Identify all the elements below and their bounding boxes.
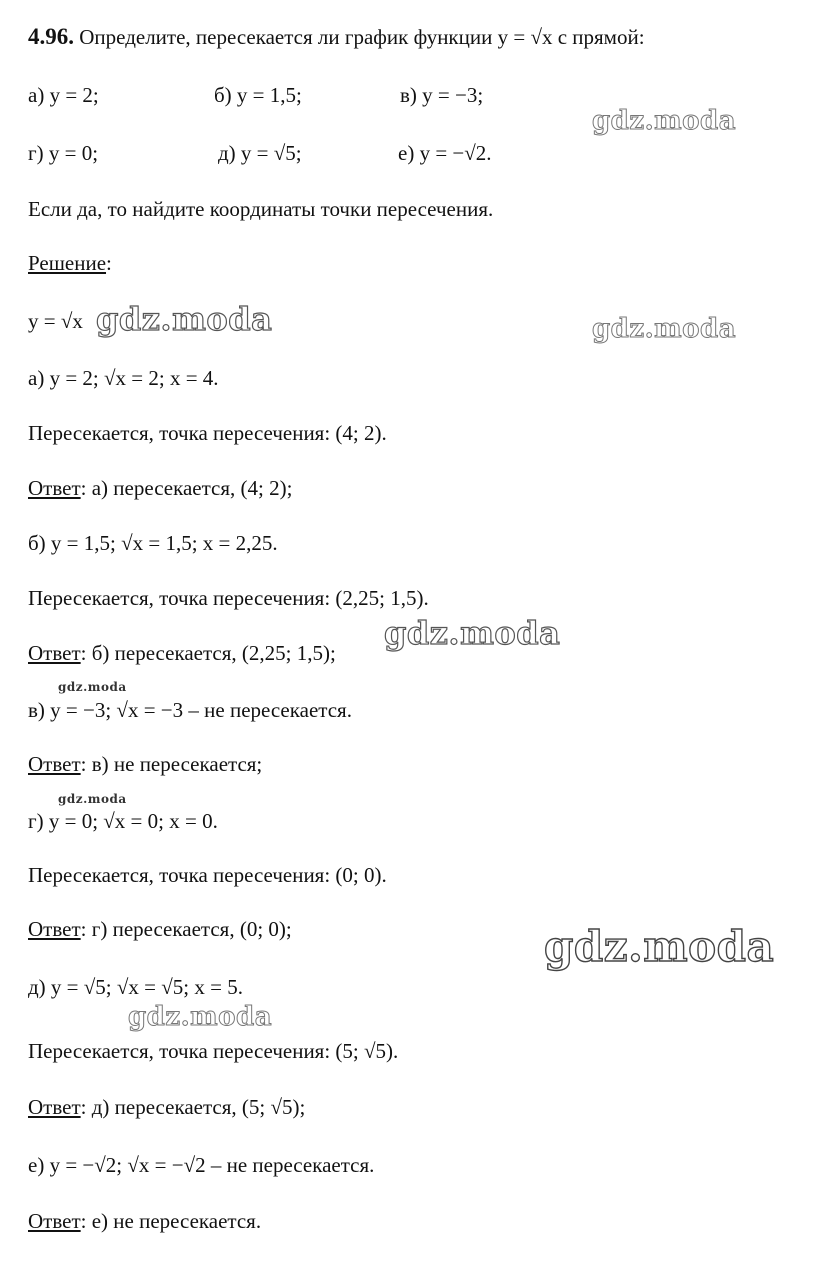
step-e-answer [28, 1208, 261, 1234]
step-g-answer [28, 916, 292, 942]
problem-header [28, 24, 645, 50]
watermark-logo: gdz.moda [384, 614, 561, 652]
solution-function: y = √x [28, 309, 83, 333]
step-b-answer [28, 640, 336, 666]
step-d-result: Пересекается, точка пересечения: (5; √5). [28, 1039, 399, 1063]
watermark-logo: gdz.moda [592, 314, 737, 344]
answer-label: Ответ [28, 1209, 81, 1233]
watermark-logo: gdz.moda [96, 300, 273, 338]
answer-label: Ответ [28, 476, 81, 500]
answer-label: Ответ [28, 1095, 81, 1119]
problem-number: 4.96. [28, 24, 74, 49]
answer-label: Ответ [28, 641, 81, 665]
step-g-line: г) y = 0; √x = 0; x = 0. [28, 809, 218, 833]
answer-text: : в) не пересекается; [80, 752, 263, 776]
step-v-line: в) y = −3; √x = −3 – не пересекается. [28, 698, 352, 722]
solution-heading [28, 250, 112, 276]
watermark-logo: gdz.moda [544, 922, 775, 971]
watermark-logo: gdz.moda [592, 106, 737, 136]
watermark-logo: gdz.moda [128, 1002, 273, 1032]
watermark-logo: gdz.moda [58, 792, 127, 806]
step-b-line: б) y = 1,5; √x = 1,5; x = 2,25. [28, 531, 278, 555]
watermark-logo: gdz.moda [58, 680, 127, 694]
step-d-answer [28, 1094, 305, 1120]
answer-text: : б) пересекается, (2,25; 1,5); [80, 641, 336, 665]
step-a-line: а) y = 2; √x = 2; x = 4. [28, 366, 219, 390]
option-a: а) y = 2; [28, 83, 99, 107]
solution-heading-colon: : [106, 251, 112, 275]
solution-heading-text: Решение [28, 251, 107, 275]
step-e-line: е) y = −√2; √x = −√2 – не пересекается. [28, 1153, 375, 1177]
option-v: в) y = −3; [400, 83, 484, 107]
step-g-result: Пересекается, точка пересечения: (0; 0). [28, 863, 387, 887]
answer-text: : г) пересекается, (0; 0); [80, 917, 292, 941]
option-b: б) y = 1,5; [214, 83, 302, 107]
step-a-answer [28, 475, 292, 501]
step-d-line: д) y = √5; √x = √5; x = 5. [28, 975, 243, 999]
problem-followup: Если да, то найдите координаты точки пересечения. [28, 197, 494, 221]
step-v-answer [28, 751, 262, 777]
problem-statement: Определите, пересекается ли график функции y = √x с прямой: [79, 25, 645, 49]
answer-text: : е) не пересекается. [80, 1209, 262, 1233]
option-d: д) y = √5; [218, 141, 302, 165]
answer-text: : д) пересекается, (5; √5); [80, 1095, 306, 1119]
answer-label: Ответ [28, 752, 81, 776]
answer-label: Ответ [28, 917, 81, 941]
answer-text: : а) пересекается, (4; 2); [80, 476, 293, 500]
option-e: е) y = −√2. [398, 141, 492, 165]
step-a-result: Пересекается, точка пересечения: (4; 2). [28, 421, 387, 445]
option-g: г) y = 0; [28, 141, 99, 165]
step-b-result: Пересекается, точка пересечения: (2,25; 1,5). [28, 586, 429, 610]
